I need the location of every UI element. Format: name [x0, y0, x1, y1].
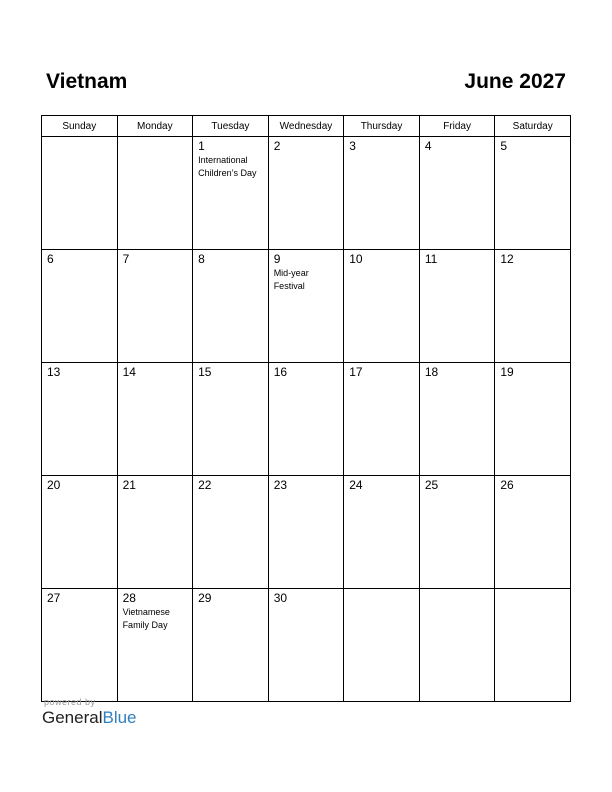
- day-cell: [344, 476, 420, 589]
- week-row: [42, 137, 571, 250]
- day-number: 14: [122, 365, 136, 379]
- day-number: 29: [198, 591, 212, 605]
- day-cell: [344, 250, 420, 363]
- day-cell: [117, 250, 193, 363]
- day-number: 23: [273, 478, 288, 492]
- day-number: 16: [273, 365, 288, 379]
- day-number: 10: [349, 252, 363, 266]
- day-cell: [495, 250, 571, 363]
- weekday-saturday: Saturday: [495, 116, 571, 137]
- day-number: 21: [122, 478, 136, 492]
- day-cell: [344, 137, 420, 250]
- day-cell: [344, 589, 420, 702]
- day-number: 17: [349, 365, 363, 379]
- day-number: 12: [500, 252, 514, 266]
- day-cell: [193, 476, 269, 589]
- weekday-monday: Monday: [117, 116, 193, 137]
- day-cell: [268, 476, 344, 589]
- weekday-sunday: Sunday: [42, 116, 118, 137]
- month-year-title: June 2027: [464, 70, 566, 93]
- day-number: 13: [47, 365, 61, 379]
- day-cell: [193, 250, 269, 363]
- day-cell: [419, 137, 495, 250]
- country-title: Vietnam: [46, 70, 128, 93]
- day-number: 11: [424, 252, 438, 266]
- day-number: 3: [349, 139, 356, 153]
- day-cell: [193, 589, 269, 702]
- holiday-label: Vietnamese Family Day: [122, 607, 170, 630]
- day-number: 9: [273, 252, 281, 266]
- weekday-wednesday: Wednesday: [268, 116, 344, 137]
- week-row: [42, 250, 571, 363]
- day-cell: [117, 476, 193, 589]
- day-number: 26: [500, 478, 514, 492]
- weekday-thursday: Thursday: [344, 116, 420, 137]
- day-cell: [268, 363, 344, 476]
- day-cell: [419, 250, 495, 363]
- day-number: 24: [349, 478, 363, 492]
- day-number: 20: [47, 478, 61, 492]
- holiday-label: International Children’s Day: [198, 155, 257, 178]
- week-row: [42, 363, 571, 476]
- week-row: [42, 589, 571, 702]
- weekday-tuesday: Tuesday: [193, 116, 269, 137]
- day-cell: [419, 476, 495, 589]
- day-number: 30: [273, 591, 288, 605]
- day-cell: [495, 137, 571, 250]
- brand-general: General: [42, 708, 103, 727]
- day-cell: [419, 363, 495, 476]
- day-cell: [117, 363, 193, 476]
- day-number: 15: [198, 365, 212, 379]
- week-row: [42, 476, 571, 589]
- day-number: 28: [122, 591, 136, 605]
- day-number: 2: [273, 139, 281, 153]
- day-cell: [193, 363, 269, 476]
- day-number: 5: [500, 139, 508, 153]
- weekday-header-row: [42, 116, 571, 137]
- day-number: 19: [500, 365, 514, 379]
- powered-by-text: powered by: [44, 697, 96, 707]
- day-cell: [495, 589, 571, 702]
- day-cell: [193, 137, 269, 250]
- day-number: 6: [47, 252, 54, 266]
- day-number: 1: [198, 139, 205, 153]
- day-number: 25: [424, 478, 439, 492]
- brand-blue: Blue: [102, 708, 137, 727]
- day-cell: [419, 589, 495, 702]
- day-cell: [42, 137, 118, 250]
- day-cell: [42, 476, 118, 589]
- brand-logo[interactable]: [42, 708, 137, 728]
- day-cell: [268, 589, 344, 702]
- day-cell: [42, 589, 118, 702]
- day-cell: [117, 589, 193, 702]
- day-cell: [495, 363, 571, 476]
- day-cell: [344, 363, 420, 476]
- day-cell: [495, 476, 571, 589]
- day-number: 8: [198, 252, 205, 266]
- holiday-label: Mid-year Festival: [273, 268, 309, 291]
- day-cell: [42, 363, 118, 476]
- day-cell: [268, 250, 344, 363]
- day-number: 7: [122, 252, 130, 266]
- day-number: 18: [424, 365, 439, 379]
- day-number: 22: [198, 478, 212, 492]
- day-number: 4: [424, 139, 432, 153]
- day-cell: [117, 137, 193, 250]
- day-cell: [268, 137, 344, 250]
- day-cell: [42, 250, 118, 363]
- calendar-grid: [41, 115, 571, 702]
- weekday-friday: Friday: [419, 116, 495, 137]
- day-number: 27: [47, 591, 61, 605]
